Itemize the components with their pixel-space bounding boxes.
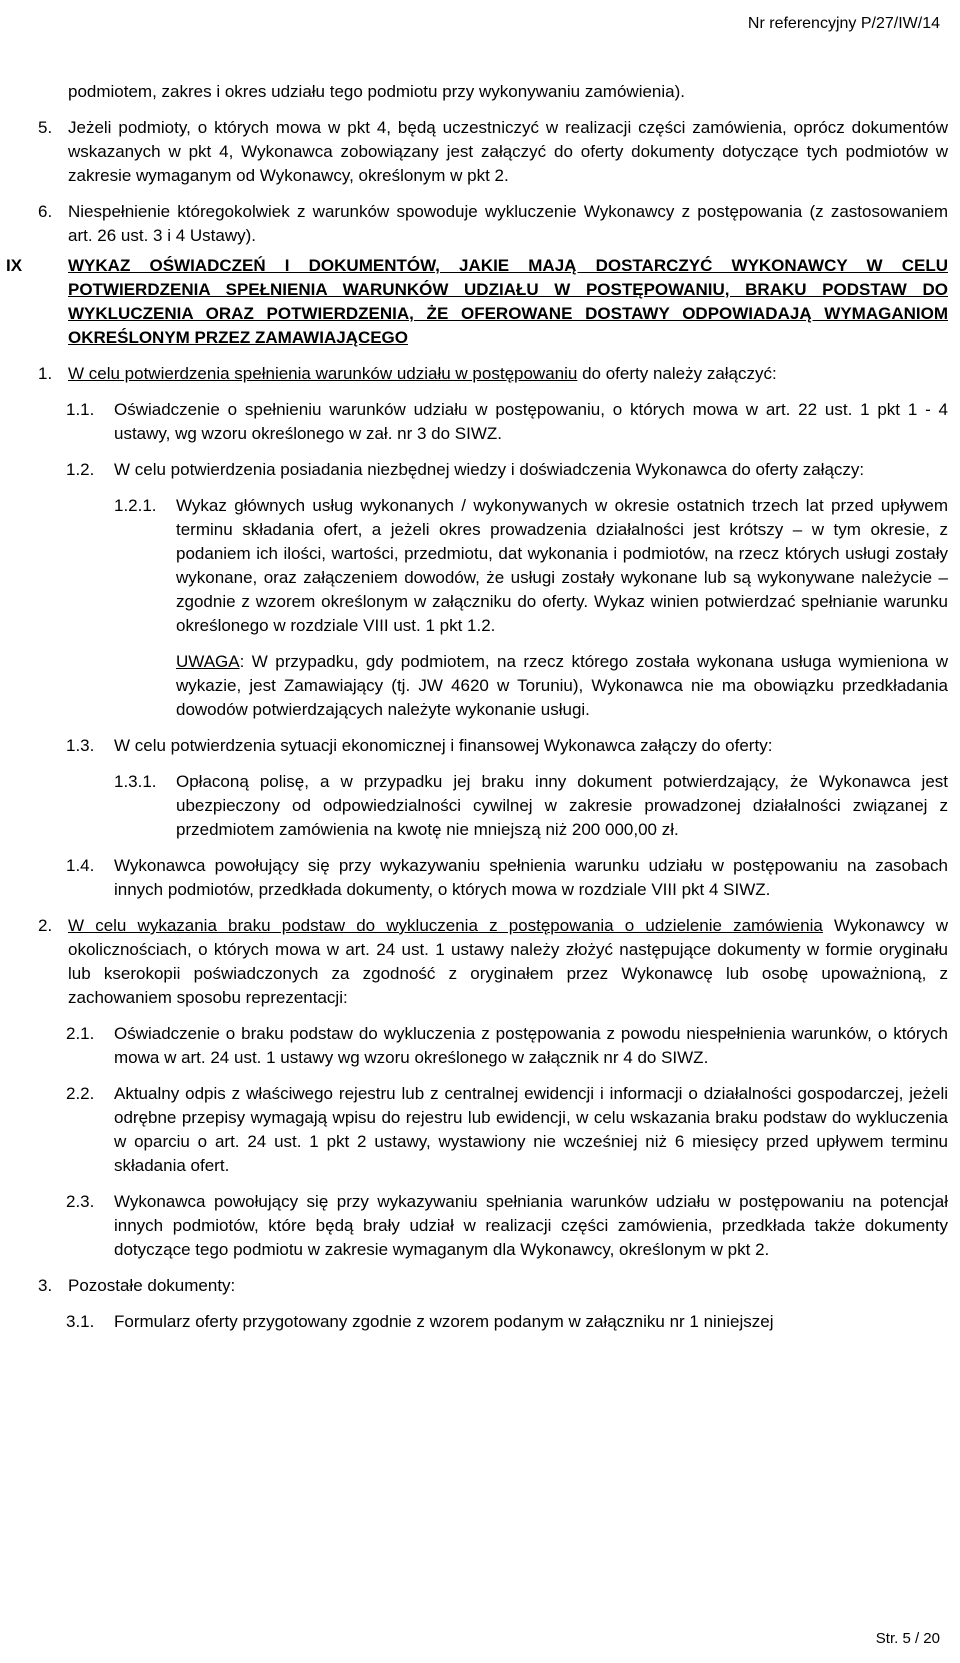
point-1	[38, 362, 948, 386]
intro-line: podmiotem, zakres i okres udziału tego podmiotu przy wykonywaniu zamówienia).	[68, 82, 686, 101]
point-1-2-1	[114, 494, 948, 638]
point-text: Wykonawca powołujący się przy wykazywaniu spełniania warunków udziału w postępowaniu na potencjał innych podmiotów, które będą brały udział w realizacji części zamówienia, przedkłada także dokumenty dotyczące tego podmiotu w zakresie wymaganym dla Wykonawcy, określonym w pkt 2.	[114, 1192, 948, 1259]
section-ix-heading	[6, 254, 948, 350]
item-number: 6.	[38, 202, 53, 221]
item-number: 5.	[38, 118, 53, 137]
item-text: Niespełnienie któregokolwiek z warunków spowoduje wykluczenie Wykonawcy z postępowania (z zastosowaniem art. 26 ust. 3 i 4 Ustawy).	[68, 202, 948, 245]
point-text: do oferty należy załączyć:	[577, 364, 777, 383]
point-number: 3.	[38, 1276, 53, 1295]
section-number: IX	[6, 256, 23, 275]
point-number: 1.3.1.	[114, 772, 157, 791]
point-number: 2.3.	[66, 1192, 95, 1211]
point-1-1	[66, 398, 948, 446]
point-3	[38, 1274, 948, 1298]
section-title: WYKAZ OŚWIADCZEŃ I DOKUMENTÓW, JAKIE MAJĄ DOSTARCZYĆ WYKONAWCY W CELU POTWIERDZENIA SPEŁNIENIA WARUNKÓW UDZIAŁU W POSTĘPOWANIU, BRAKU PODSTAW DO WYKLUCZENIA ORAZ POTWIERDZENIA, ŻE OFEROWANE DOSTAWY ODPOWIADAJĄ WYMAGANIOM OKREŚLONYM PRZEZ ZAMAWIAJĄCEGO	[68, 256, 948, 347]
point-number: 1.3.	[66, 736, 95, 755]
point-text: Wykonawcy w okolicznościach, o których mowa w art. 24 ust. 1 ustawy należy złożyć następujące dokumenty w formie oryginału lub kserokopii poświadczonych za zgodność z oryginałem przez Wykonawcę lub osobę upoważnioną, z zachowaniem sposobu reprezentacji:	[68, 916, 948, 1007]
point-number: 1.1.	[66, 400, 95, 419]
point-2	[38, 914, 948, 1010]
point-text: W celu potwierdzenia posiadania niezbędnej wiedzy i doświadczenia Wykonawca do oferty załączy:	[114, 460, 865, 479]
point-text: Oświadczenie o braku podstaw do wykluczenia z postępowania z powodu niespełnienia warunków, o których mowa w art. 24 ust. 1 ustawy wg wzoru określonego w załącznik nr 4 do SIWZ.	[114, 1024, 948, 1067]
point-number: 2.1.	[66, 1024, 95, 1043]
point-number: 2.	[38, 916, 53, 935]
point-text: Oświadczenie o spełnieniu warunków udziału w postępowaniu, o których mowa w art. 22 ust. 1 pkt 1 - 4 ustawy, wg wzoru określonego w zał. nr 3 do SIWZ.	[114, 400, 948, 443]
point-text: Wykaz głównych usług wykonanych / wykonywanych w okresie ostatnich trzech lat przed upływem terminu składania ofert, a jeżeli okres prowadzenia działalności jest krótszy – w tym okresie, z podaniem ich ilości, wartości, przedmiotu, dat wykonania i podmiotów, na rzecz których usługi zostały wykonane, oraz załączeniem dowodów, że usługi zostały wykonane lub są wykonywane należycie – zgodnie z wzorem określonym w załączniku do oferty. Wykaz winien potwierdzać spełnianie warunku określonego w rozdziale VIII ust. 1 pkt 1.2.	[176, 496, 948, 635]
uwaga-note	[176, 650, 948, 722]
point-underlined-text: W celu wykazania braku podstaw do wykluczenia z postępowania o udzielenie zamówienia	[68, 916, 823, 935]
reference-number: Nr referencyjny P/27/IW/14	[747, 15, 940, 32]
point-number: 1.4.	[66, 856, 95, 875]
uwaga-text: : W przypadku, gdy podmiotem, na rzecz którego została wykonana usługa wymieniona w wykazie, jest Zamawiający (tj. JW 4620 w Toruniu), Wykonawca nie ma obowiązku przedkładania dowodów potwierdzających należyte wykonanie usługi.	[176, 652, 948, 719]
point-number: 1.	[38, 364, 53, 383]
point-text: Pozostałe dokumenty:	[68, 1276, 236, 1295]
point-number: 1.2.1.	[114, 496, 157, 515]
item-6	[38, 200, 948, 248]
item-text: Jeżeli podmioty, o których mowa w pkt 4, będą uczestniczyć w realizacji części zamówienia, oprócz dokumentów wskazanych w pkt 4, Wykonawca zobowiązany jest załączyć do oferty dokumenty dotyczące tych podmiotów w zakresie wymaganym od Wykonawcy, określonym w pkt 2.	[68, 118, 948, 185]
point-text: Opłaconą polisę, a w przypadku jej braku inny dokument potwierdzający, że Wykonawca jest ubezpieczony od odpowiedzialności cywilnej w zakresie prowadzonej działalności związanej z przedmiotem zamówienia na kwotę nie mniejszą niż 200 000,00 zł.	[176, 772, 948, 839]
point-2-3	[66, 1190, 948, 1262]
point-number: 3.1.	[66, 1312, 95, 1331]
page-number: Str. 5 / 20	[875, 1630, 940, 1647]
point-number: 2.2.	[66, 1084, 95, 1103]
uwaga-label: UWAGA	[176, 652, 240, 671]
point-2-1	[66, 1022, 948, 1070]
point-1-3	[66, 734, 948, 758]
point-3-1	[66, 1310, 948, 1334]
point-text: Aktualny odpis z właściwego rejestru lub z centralnej ewidencji i informacji o działalności gospodarczej, jeżeli odrębne przepisy wymagają wpisu do rejestru lub ewidencji, w celu wskazania braku podstaw do wykluczenia w oparciu o art. 24 ust. 1 pkt 2 ustawy, wystawiony nie wcześniej niż 6 miesięcy przed upływem terminu składania ofert.	[114, 1084, 948, 1175]
item-5	[38, 116, 948, 188]
point-number: 1.2.	[66, 460, 95, 479]
point-1-4	[66, 854, 948, 902]
point-text: Wykonawca powołujący się przy wykazywaniu spełnienia warunku udziału w postępowaniu na zasobach innych podmiotów, przedkłada dokumenty, o których mowa w rozdziale VIII pkt 4 SIWZ.	[114, 856, 948, 899]
point-1-3-1	[114, 770, 948, 842]
point-text: Formularz oferty przygotowany zgodnie z wzorem podanym w załączniku nr 1 niniejszej	[114, 1312, 774, 1331]
point-text: W celu potwierdzenia sytuacji ekonomicznej i finansowej Wykonawca załączy do oferty:	[114, 736, 773, 755]
point-2-2	[66, 1082, 948, 1178]
document-body	[6, 80, 948, 1334]
point-1-2	[66, 458, 948, 482]
point-underlined-text: W celu potwierdzenia spełnienia warunków udziału w postępowaniu	[68, 364, 578, 383]
